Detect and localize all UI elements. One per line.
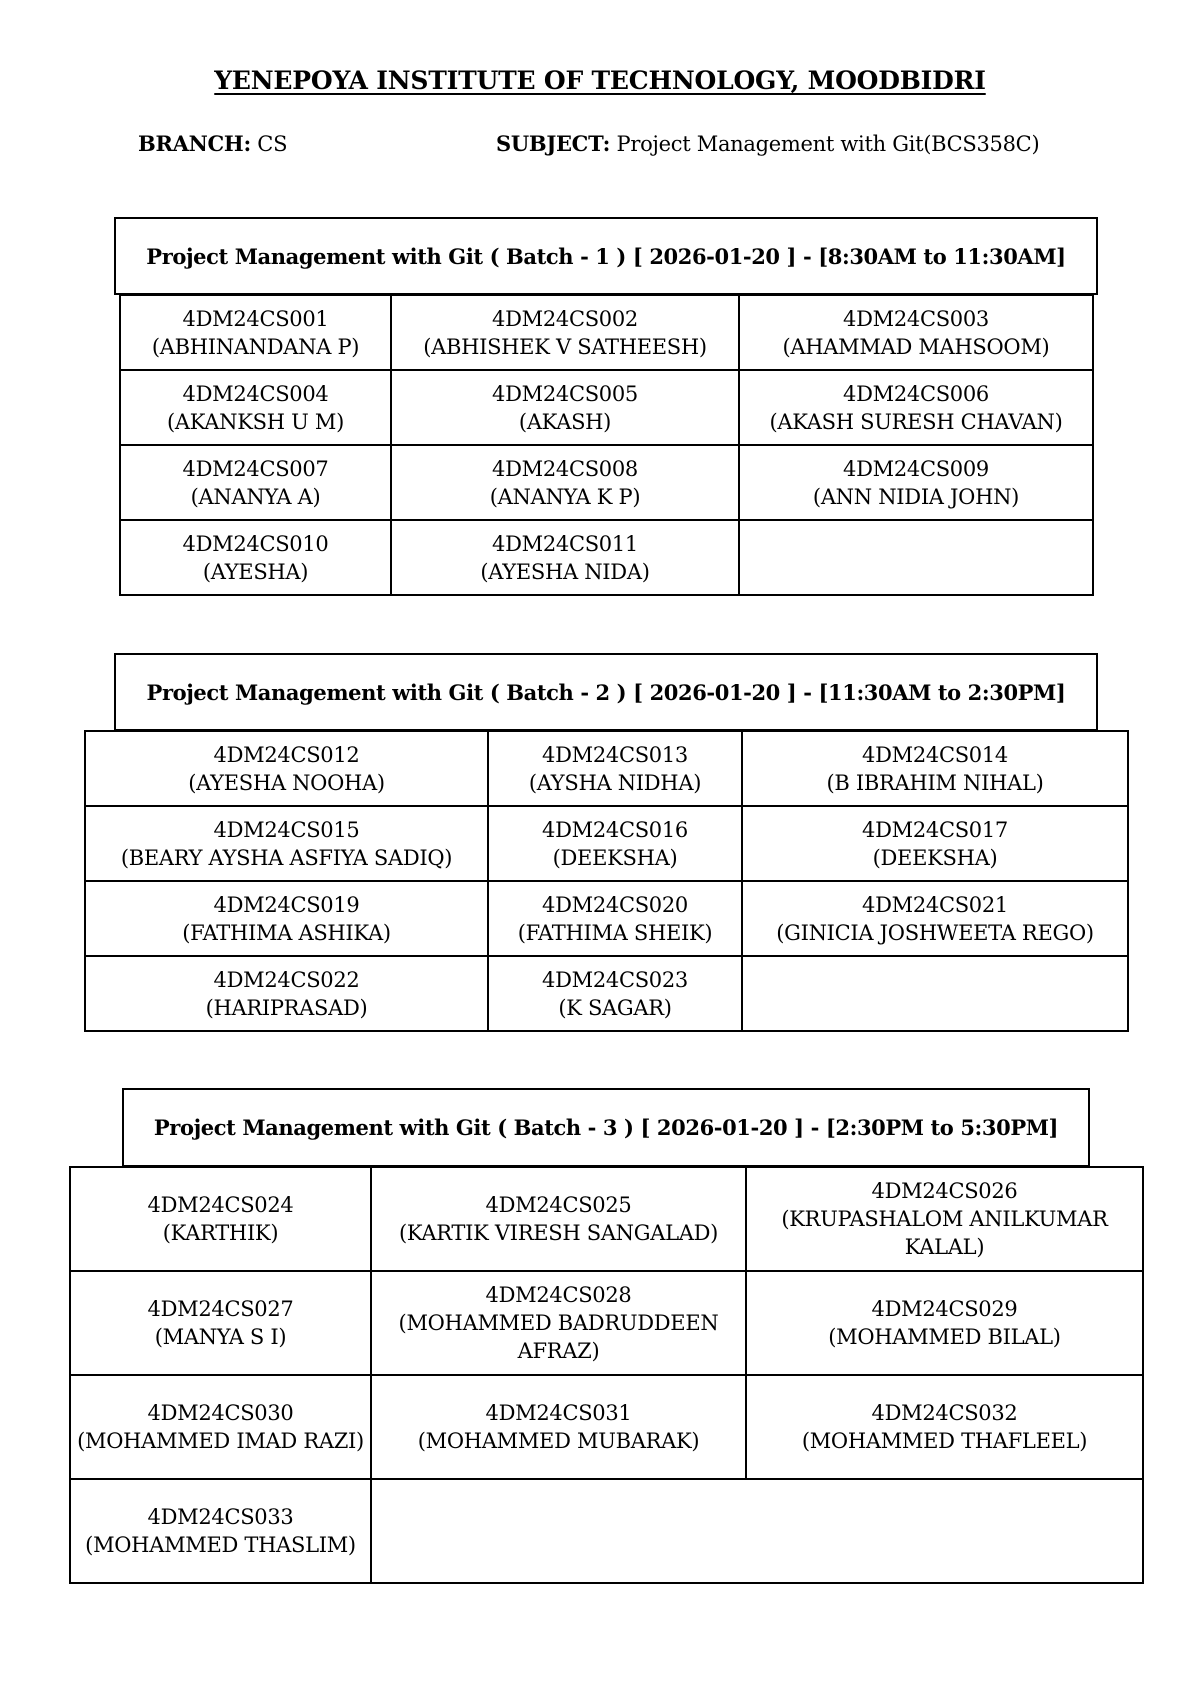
student-id: 4DM24CS014	[862, 742, 1008, 767]
student-id: 4DM24CS026	[871, 1179, 1018, 1203]
student-cell	[391, 370, 739, 445]
student-id: 4DM24CS009	[843, 456, 989, 481]
student-name: (MOHAMMED THAFLEEL)	[801, 1429, 1088, 1453]
student-id: 4DM24CS024	[147, 1193, 294, 1217]
table-row	[85, 731, 1128, 806]
batch-3-table	[69, 1166, 1144, 1584]
document-title: YENEPOYA INSTITUTE OF TECHNOLOGY, MOODBIDRI	[214, 66, 986, 95]
student-name: (B IBRAHIM NIHAL)	[826, 770, 1044, 795]
student-name: (BEARY AYSHA ASFIYA SADIQ)	[120, 845, 453, 870]
student-name: (MOHAMMED MUBARAK)	[417, 1429, 700, 1453]
student-cell	[120, 445, 391, 520]
student-cell	[391, 445, 739, 520]
student-cell	[85, 731, 488, 806]
table-row	[120, 370, 1093, 445]
batch-1-header: Project Management with Git ( Batch - 1 ) [ 2026-01-20 ] - [8:30AM to 11:30AM]	[114, 217, 1098, 295]
student-name: (ABHINANDANA P)	[151, 334, 360, 359]
student-id: 4DM24CS010	[182, 531, 329, 556]
student-id: 4DM24CS004	[182, 381, 329, 406]
student-cell	[371, 1271, 746, 1375]
subject-label: SUBJECT:	[496, 131, 611, 156]
student-id: 4DM24CS032	[871, 1401, 1018, 1425]
student-id: 4DM24CS025	[485, 1193, 632, 1217]
table-row	[70, 1375, 1143, 1479]
branch-value: CS	[257, 132, 288, 156]
student-id: 4DM24CS031	[485, 1401, 632, 1425]
student-cell	[742, 806, 1128, 881]
table-row	[70, 1479, 1143, 1583]
subject-value: Project Management with Git(BCS358C)	[616, 132, 1040, 156]
student-name: (DEEKSHA)	[872, 845, 998, 870]
student-id: 4DM24CS021	[862, 892, 1008, 917]
student-id: 4DM24CS020	[542, 892, 688, 917]
student-name: (MOHAMMED THASLIM)	[85, 1533, 356, 1557]
student-cell	[70, 1479, 371, 1583]
student-name: (AKASH)	[518, 409, 612, 434]
table-row	[70, 1271, 1143, 1375]
student-name: (FATHIMA SHEIK)	[517, 920, 713, 945]
student-id: 4DM24CS023	[542, 967, 688, 992]
student-cell	[742, 881, 1128, 956]
student-name: (MOHAMMED BADRUDDEEN AFRAZ)	[398, 1311, 719, 1363]
student-name: (FATHIMA ASHIKA)	[182, 920, 391, 945]
student-id: 4DM24CS008	[492, 456, 638, 481]
student-cell	[739, 295, 1093, 370]
student-cell	[391, 520, 739, 595]
student-cell	[746, 1271, 1143, 1375]
student-id: 4DM24CS027	[147, 1297, 294, 1321]
student-name: (ABHISHEK V SATHEESH)	[423, 334, 707, 359]
table-row	[85, 956, 1128, 1031]
student-name: (GINICIA JOSHWEETA REGO)	[776, 920, 1094, 945]
student-cell	[371, 1375, 746, 1479]
student-name: (KARTIK VIRESH SANGALAD)	[398, 1221, 719, 1245]
student-cell	[371, 1167, 746, 1271]
empty-cell	[739, 520, 1093, 595]
table-row	[85, 881, 1128, 956]
table-row	[120, 520, 1093, 595]
student-name: (ANN NIDIA JOHN)	[812, 484, 1020, 509]
batch-2-header: Project Management with Git ( Batch - 2 ) [ 2026-01-20 ] - [11:30AM to 2:30PM]	[114, 653, 1098, 731]
student-name: (AYESHA NIDA)	[480, 559, 650, 584]
branch-label: BRANCH:	[138, 131, 251, 156]
student-name: (AKANKSH U M)	[167, 409, 344, 434]
student-name: (HARIPRASAD)	[205, 995, 368, 1020]
batch-3-header: Project Management with Git ( Batch - 3 ) [ 2026-01-20 ] - [2:30PM to 5:30PM]	[122, 1088, 1090, 1167]
student-id: 4DM24CS012	[213, 742, 360, 767]
student-cell	[746, 1167, 1143, 1271]
student-id: 4DM24CS001	[182, 306, 329, 331]
student-name: (KARTHIK)	[162, 1221, 279, 1245]
student-cell	[488, 956, 742, 1031]
student-id: 4DM24CS015	[213, 817, 360, 842]
student-id: 4DM24CS006	[843, 381, 989, 406]
student-cell	[70, 1271, 371, 1375]
student-name: (MOHAMMED IMAD RAZI)	[77, 1429, 364, 1453]
student-cell	[746, 1375, 1143, 1479]
student-id: 4DM24CS016	[542, 817, 688, 842]
student-name: (AYESHA)	[202, 559, 309, 584]
student-cell	[742, 731, 1128, 806]
branch-info	[138, 131, 287, 156]
student-cell	[739, 445, 1093, 520]
student-name: (ANANYA K P)	[489, 484, 641, 509]
student-cell	[391, 295, 739, 370]
student-cell	[70, 1167, 371, 1271]
student-name: (K SAGAR)	[558, 995, 672, 1020]
student-cell	[739, 370, 1093, 445]
student-name: (MOHAMMED BILAL)	[828, 1325, 1061, 1349]
student-name: (AHAMMAD MAHSOOM)	[782, 334, 1050, 359]
student-name: (ANANYA A)	[190, 484, 321, 509]
student-cell	[488, 806, 742, 881]
student-name: (DEEKSHA)	[552, 845, 678, 870]
student-name: (AYESHA NOOHA)	[188, 770, 385, 795]
student-cell	[120, 520, 391, 595]
student-id: 4DM24CS007	[182, 456, 329, 481]
empty-cell	[742, 956, 1128, 1031]
student-id: 4DM24CS017	[862, 817, 1008, 842]
batch-2-table	[84, 730, 1129, 1032]
student-name: (MANYA S I)	[154, 1325, 287, 1349]
table-row	[120, 295, 1093, 370]
student-id: 4DM24CS022	[213, 967, 360, 992]
student-cell	[85, 806, 488, 881]
student-id: 4DM24CS013	[542, 742, 688, 767]
student-id: 4DM24CS029	[871, 1297, 1018, 1321]
subject-info	[496, 131, 1039, 156]
student-cell	[70, 1375, 371, 1479]
student-cell	[85, 881, 488, 956]
student-cell	[120, 370, 391, 445]
student-id: 4DM24CS002	[492, 306, 638, 331]
student-cell	[120, 295, 391, 370]
batch-1-table	[119, 294, 1094, 596]
student-id: 4DM24CS011	[492, 531, 638, 556]
student-id: 4DM24CS033	[147, 1505, 294, 1529]
table-row	[120, 445, 1093, 520]
student-id: 4DM24CS028	[485, 1283, 632, 1307]
student-id: 4DM24CS005	[492, 381, 638, 406]
student-id: 4DM24CS019	[213, 892, 360, 917]
student-name: (AYSHA NIDHA)	[528, 770, 702, 795]
student-name: (AKASH SURESH CHAVAN)	[769, 409, 1063, 434]
student-name: (KRUPASHALOM ANILKUMAR KALAL)	[781, 1207, 1108, 1259]
student-cell	[85, 956, 488, 1031]
student-id: 4DM24CS003	[843, 306, 989, 331]
student-cell	[488, 881, 742, 956]
empty-cell	[371, 1479, 1143, 1583]
table-row	[70, 1167, 1143, 1271]
table-row	[85, 806, 1128, 881]
student-id: 4DM24CS030	[147, 1401, 294, 1425]
student-cell	[488, 731, 742, 806]
